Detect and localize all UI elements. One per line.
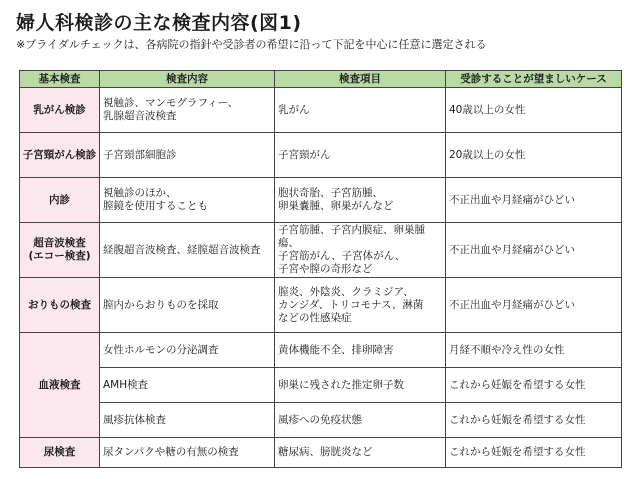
table-row [20, 438, 622, 468]
case-cell: 40歳以上の女性 [446, 88, 622, 133]
case-cell: これから妊娠を希望する女性 [446, 368, 622, 403]
content-cell: 視触診のほか、 膣鏡を使用することも [100, 178, 275, 223]
table-row [20, 223, 622, 278]
table-row [20, 333, 622, 368]
items-cell: 膣炎、外陰炎、クラミジア、 カンジダ、トリコモナス、淋菌 などの性感染症 [275, 278, 446, 333]
table-row [20, 88, 622, 133]
case-cell: これから妊娠を希望する女性 [446, 403, 622, 438]
content-cell: 視触診、マンモグラフィー、 乳腺超音波検査 [100, 88, 275, 133]
items-cell: 糖尿病、膀胱炎など [275, 438, 446, 468]
header-exam-items: 検査項目 [275, 71, 446, 88]
header-exam-content: 検査内容 [100, 71, 275, 88]
case-cell: 不正出血や月経痛がひどい [446, 223, 622, 278]
category-cell: 子宮頸がん検診 [20, 133, 100, 178]
items-cell: 子宮頸がん [275, 133, 446, 178]
content-cell: 尿タンパクや糖の有無の検査 [100, 438, 275, 468]
items-cell: 黄体機能不全、排卵障害 [275, 333, 446, 368]
case-cell: これから妊娠を希望する女性 [446, 438, 622, 468]
category-cell: 尿検査 [20, 438, 100, 468]
table-row [20, 403, 622, 438]
category-cell: 超音波検査 (エコー検査) [20, 223, 100, 278]
category-cell: おりもの検査 [20, 278, 100, 333]
content-cell: 経腹超音波検査、経膣超音波検査 [100, 223, 275, 278]
header-recommended-case: 受診することが望ましいケース [446, 71, 622, 88]
content-cell: 女性ホルモンの分泌調査 [100, 333, 275, 368]
items-cell: 乳がん [275, 88, 446, 133]
content-cell: 膣内からおりものを採取 [100, 278, 275, 333]
category-cell: 乳がん検診 [20, 88, 100, 133]
note-text: ※ブライダルチェックは、各病院の指針や受診者の希望に沿って下記を中心に任意に選定される [16, 38, 487, 51]
items-cell: 胞状奇胎、子宮筋腫、 卵巣嚢腫、卵巣がんなど [275, 178, 446, 223]
case-cell: 20歳以上の女性 [446, 133, 622, 178]
table-header-row [20, 71, 622, 88]
items-cell: 子宮筋腫、子宮内膜症、卵巣腫瘍、 子宮筋がん、子宮体がん、 子宮や膣の奇形など [275, 223, 446, 278]
case-cell: 月経不順や冷え性の女性 [446, 333, 622, 368]
table-row [20, 133, 622, 178]
page-title: 婦人科検診の主な検査内容(図1) [16, 12, 302, 34]
content-cell: AMH検査 [100, 368, 275, 403]
table-row [20, 178, 622, 223]
items-cell: 卵巣に残された推定卵子数 [275, 368, 446, 403]
content-cell: 子宮頸部細胞診 [100, 133, 275, 178]
table-row [20, 368, 622, 403]
case-cell: 不正出血や月経痛がひどい [446, 178, 622, 223]
header-basic-exam: 基本検査 [20, 71, 100, 88]
content-cell: 風疹抗体検査 [100, 403, 275, 438]
category-cell: 内診 [20, 178, 100, 223]
table-row [20, 278, 622, 333]
items-cell: 風疹への免疫状態 [275, 403, 446, 438]
case-cell: 不正出血や月経痛がひどい [446, 278, 622, 333]
exam-table [19, 70, 622, 468]
category-cell: 血液検査 [20, 333, 100, 438]
